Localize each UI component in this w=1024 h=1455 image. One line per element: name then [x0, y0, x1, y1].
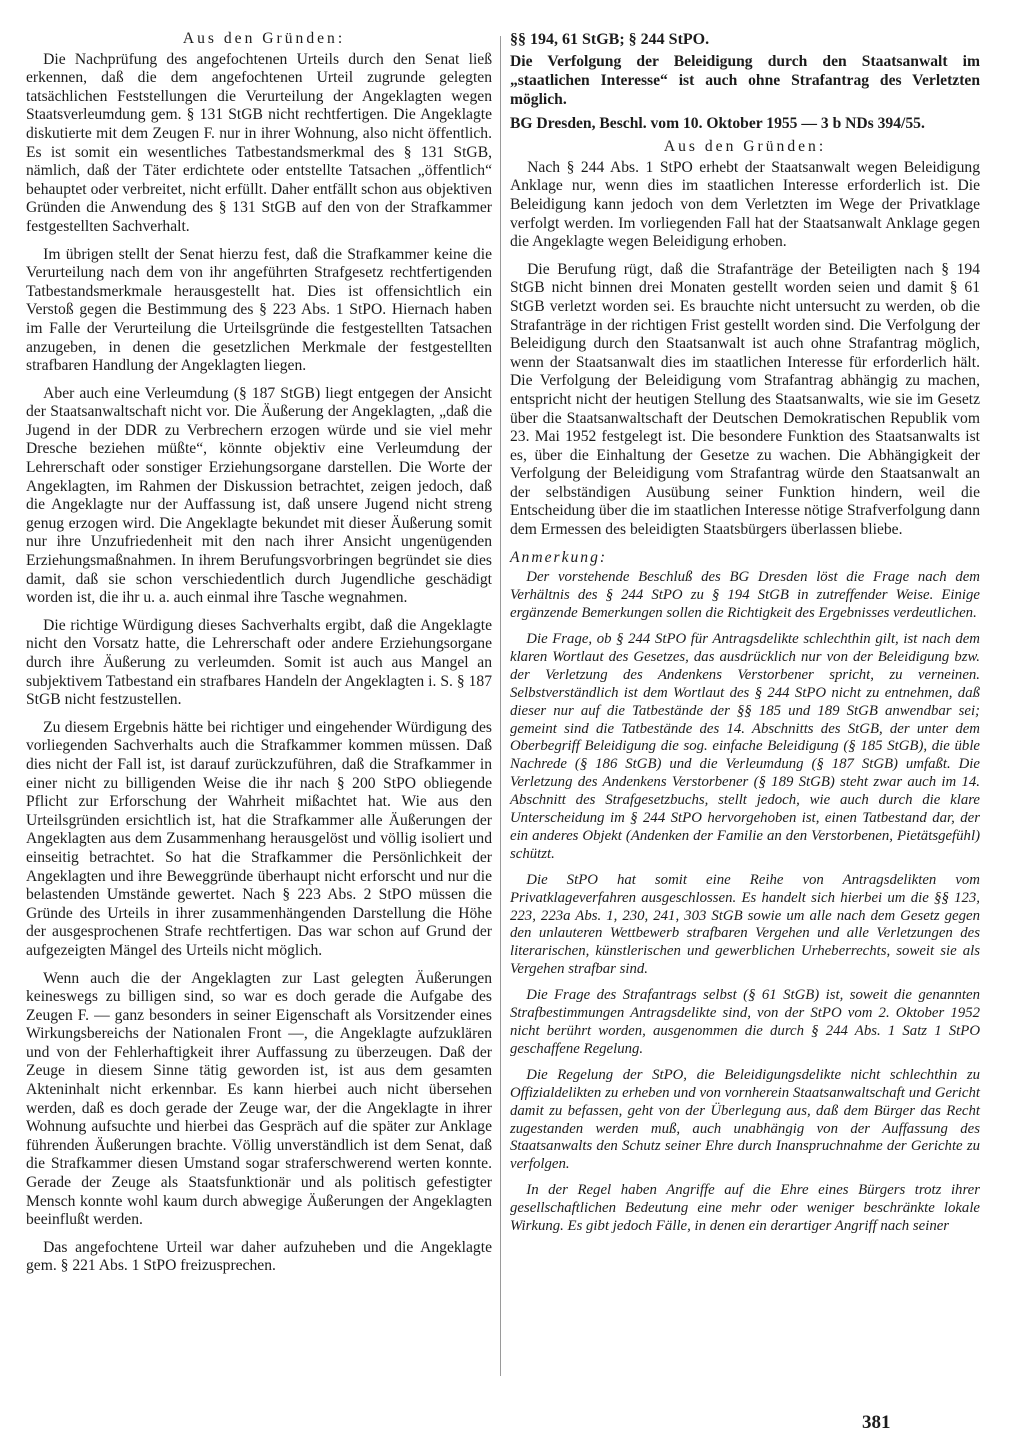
column-divider	[500, 36, 501, 1376]
annotation-paragraph: Die StPO hat somit eine Reihe von Antragsdelikten vom Privatklageverfahren ausgeschlossen. Es handelt sich hierbei um die §§ 123, 223, 223a Abs. 1, 230, 241, 303 StGB sowie um alle nach dem Gesetz gegen den unlauteren Wettbewerb strafbaren Vergehen und alle Verletzungen des literarischen, künstlerischen und gewerblichen Urheberrechts, soweit sie als Vergehen strafbar sind.	[510, 871, 980, 978]
section-heading: Aus den Gründen:	[663, 138, 827, 156]
court-reference: BG Dresden, Beschl. vom 10. Oktober 1955 — 3 b NDs 394/55.	[510, 115, 925, 133]
left-column	[26, 30, 492, 1285]
annotation-paragraph: Die Frage, ob § 244 StPO für Antragsdelikte schlechthin gilt, ist nach dem klaren Wortlaut des Gesetzes, das ausdrücklich nur von der Beleidigung bzw. der Verletzung des Andenkens Verstorbener spricht, zu verneinen. Selbstverständlich ist dem Wortlaut des § 244 StPO nicht zu entnehmen, daß dieser nur auf die Tatbestände der §§ 185 und 189 StGB anwendbar sei; gemeint sind die Tatbestände des 14. Abschnitts des StGB, der unter dem Oberbegriff Beleidigung die sog. einfache Beleidigung (§ 185 StGB), die üble Nachrede (§ 186 StGB) und die Verleumdung (§ 187 StGB) umfaßt. Die Verletzung des Andenkens Verstorbener (§ 189 StGB) steht zwar auch im 14. Abschnitt des Strafgesetzbuchs, stellt jedoch, wie auch durch die klare Unterscheidung im § 244 StPO hervorgehoben ist, einen Tatbestand dar, der ein anderes Objekt (Andenken der Familie an den Verstorbenen, Pietätsgefühl) schützt.	[510, 630, 980, 862]
paragraph: Aber auch eine Verleumdung (§ 187 StGB) liegt entgegen der Ansicht der Staatsanwaltschaft nicht vor. Die Äußerung der Angeklagten, „daß die Jugend in der DDR zu Verbrechern erzogen würde und sie viel mehr Dresche beziehen müßte“, könnte objektiv eine Verleumdung der Lehrerschaft oder sonstiger Erziehungsorgane darstellen. Die Worte der Angeklagten, im Rahmen der Diskussion betrachtet, zeigen jedoch, daß die Angeklagte nur der Auffassung ist, daß unsere Jugend nicht streng genug erzogen wird. Die Angeklagte bekundet mit dieser Äußerung somit nur ihre Unzufriedenheit mit den nach ihrer Ansicht ungenügenden Erziehungsmaßnahmen. In ihrem Berufungsvorbringen begründet sie dies damit, daß sie schon verschiedentlich durch Jugendliche geschädigt worden ist, die ihr u. a. auch einmal ihre Tasche wegnahmen.	[26, 384, 492, 607]
paragraph: Im übrigen stellt der Senat hierzu fest, daß die Strafkammer keine die Verurteilung nach dem von ihr angeführten Strafgesetz rechtfertigenden Tatbestandsmerkmale herausgestellt hat. Dies ist offensichtlich ein Verstoß gegen die Bestimmung des § 223 Abs. 1 StPO. Hiernach haben im Falle der Verurteilung die Urteilsgründe die festgestellten Tatsachen anzugeben, in denen die gesetzlichen Merkmale der festgestellten strafbaren Handlung der Angeklagten liegen.	[26, 245, 492, 375]
annotation-paragraph: Die Regelung der StPO, die Beleidigungsdelikte nicht schlechthin zu Offizialdelikten zu erheben und von vornherein Staatsanwaltschaft und Gericht damit zu befassen, geht von der Überlegung aus, daß dem Bürger das Recht zugestanden werden muß, auch unabhängig von der Auffassung des Staatsanwalts den Schutz seiner Ehre durch Inanspruchnahme der Gerichte zu verfolgen.	[510, 1066, 980, 1173]
paragraph: Zu diesem Ergebnis hätte bei richtiger und eingehender Würdigung des vorliegenden Sachverhalts auch die Strafkammer kommen müssen. Daß dies nicht der Fall ist, ist darauf zurückzuführen, daß die Strafkammer in einer nicht zu billigenden Weise die ihr nach § 200 StPO obliegende Pflicht zur Erforschung der Wahrheit mißachtet hat. Wie aus den Urteilsgründen ersichtlich ist, hat die Strafkammer alle Äußerungen der Angeklagten aus dem Zusammenhang herausgelöst und völlig isoliert und einseitig betrachtet. So hat die Strafkammer die Persönlichkeit der Angeklagten und ihre Beweggründe überhaupt nicht erforscht und nur die belastenden Umstände gewertet. Nach § 223 Abs. 2 StPO müssen die Gründe des Urteils in ihrer zusammenhängenden Darstellung die Höhe der ausgesprochenen Strafe rechtfertigen. Das war schon auf Grund der aufgezeigten Mängel des Urteils nicht möglich.	[26, 718, 492, 959]
section-heading: Aus den Gründen:	[182, 30, 346, 47]
paragraph: Die Nachprüfung des angefochtenen Urteils durch den Senat ließ erkennen, daß die dem angefochtenen Urteil zugrunde gelegten tatsächlichen Feststellungen die Verurteilung der Angeklagten wegen Staatsverleumdung gem. § 131 StGB nicht rechtfertigen. Die Angeklagte diskutierte mit dem Zeugen F. nur in ihrer Wohnung, also nicht öffentlich. Es ist somit ein wesentliches Tatbestandsmerkmal des § 131 StGB, nämlich, daß der Täter erdichtete oder entstellte Tatsachen „öffentlich“ behauptet oder verbreitet, nicht erfüllt. Daher entfällt schon aus objektiven Gründen die Anwendung des § 131 StGB auf den von der Strafkammer festgestellten Sachverhalt.	[26, 50, 492, 235]
paragraph: Das angefochtene Urteil war daher aufzuheben und die Angeklagte gem. § 221 Abs. 1 StPO freizusprechen.	[26, 1238, 492, 1275]
annotation-paragraph: In der Regel haben Angriffe auf die Ehre eines Bürgers trotz ihrer gesellschaftlichen Bedeutung eine mehr oder weniger beschränkte lokale Wirkung. Es gibt jedoch Fälle, in denen ein derartiger Angriff nach seiner	[510, 1182, 980, 1235]
headnote: Die Verfolgung der Beleidigung durch den Staatsanwalt im „staatlichen Interesse“ ist auch ohne Strafantrag des Verletzten möglich.	[510, 53, 980, 108]
law-reference: §§ 194, 61 StGB; § 244 StPO.	[510, 31, 710, 48]
paragraph: Wenn auch die der Angeklagten zur Last gelegten Äußerungen keineswegs zu billigen sind, so war es doch gerade die Aufgabe des Zeugen F. — ganz besonders in seiner Eigenschaft als Vorsitzender eines Wirkungsbereichs der Nationalen Front —, die Angeklagte aufzuklären und von der Fehlerhaftigkeit ihrer Auffassung zu überzeugen. Daß der Zeuge in diesem Sinne tätig geworden ist, ist aus dem gesamten Akteninhalt nicht erkennbar. Es kann hierbei auch nicht übersehen werden, daß es doch gerade der Zeuge war, der die Angeklagte in ihrer Wohnung aufsuchte und hierbei das Gespräch auf die später zur Anklage führenden Äußerungen brachte. Völlig unverständlich ist dem Senat, daß die Strafkammer diesen Umstand sogar straferschwerend werten konnte. Gerade der Zeuge als Staatsfunktionär und als politisch gefestigter Mensch konnte wohl kaum durch abwegige Äußerungen der Angeklagten beeinflußt werden.	[26, 969, 492, 1229]
paragraph: Nach § 244 Abs. 1 StPO erhebt der Staatsanwalt wegen Beleidigung Anklage nur, wenn dies im staatlichen Interesse erforderlich ist. Die Beleidigung kann jedoch von dem Verletzten im Wege der Privatklage verfolgt werden. Im vorliegenden Fall hat der Staatsanwalt Anklage gegen die Angeklagte wegen Beleidigung erhoben.	[510, 158, 980, 251]
paragraph: Die Berufung rügt, daß die Strafanträge der Beteiligten nach § 194 StGB nicht binnen drei Monaten gestellt worden seien und damit § 61 StGB verletzt worden sei. Es brauchte nicht untersucht zu werden, ob die Strafanträge in der richtigen Frist gestellt worden sind. Die Verfolgung der Beleidigung durch den Staatsanwalt ist auch ohne Strafantrag möglich, wenn der Staatsanwalt dies im staatlichen Interesse für erforderlich hält. Die Verfolgung der Beleidigung vom Strafantrag abhängig zu machen, entspricht nicht der heutigen Stellung des Staatsanwalts, wie sie im Gesetz über die Staatsanwaltschaft der Deutschen Demokratischen Republik vom 23. Mai 1952 festgelegt ist. Die besondere Funktion des Staatsanwalts ist es, über die Einhaltung der Gesetze zu wachen. Die Abhängigkeit der Verfolgung der Beleidigung vom Strafantrag würde den Staatsanwalt an der selbständigen Ausübung seiner Funktion hindern, weil die Entscheidung über die im staatlichen Interesse nötige Strafverfolgung dann dem Ermessen des beleidigten Staatsbürgers überlassen bliebe.	[510, 260, 980, 539]
annotation-paragraph: Die Frage des Strafantrags selbst (§ 61 StGB) ist, soweit die genannten Strafbestimmungen Antragsdelikte sind, von der StPO vom 2. Oktober 1952 nicht berührt worden, ausgenommen die durch § 244 Abs. 1 Satz 1 StPO geschaffene Regelung.	[510, 987, 980, 1057]
paragraph: Die richtige Würdigung dieses Sachverhalts ergibt, daß die Angeklagte nicht den Vorsatz hatte, die Lehrerschaft oder andere Erziehungsorgane durch ihre Äußerung zu verleumden. Somit ist auch aus Mangel an subjektivem Tatbestand ein strafbares Handeln der Angeklagten i. S. § 187 StGB nicht festzustellen.	[26, 616, 492, 709]
right-column	[510, 30, 980, 1244]
page-number: 381	[862, 1412, 891, 1433]
annotation-paragraph: Der vorstehende Beschluß des BG Dresden löst die Frage nach dem Verhältnis des § 244 StPO zu § 194 StGB in zutreffender Weise. Einige ergänzende Bemerkungen sollen die Richtigkeit des Ergebnisses verdeutlichen.	[510, 569, 980, 622]
annotation-heading: Anmerkung:	[510, 548, 608, 566]
